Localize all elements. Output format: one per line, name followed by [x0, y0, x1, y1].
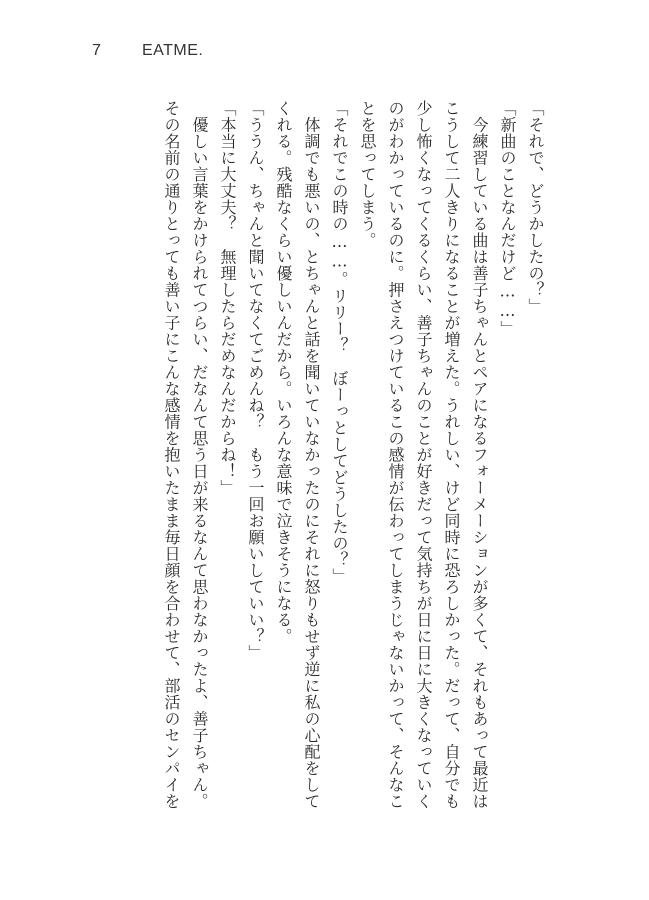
text-line: 「本当に大丈夫？ 無理したらだめなんだからね！」	[218, 100, 237, 496]
text-line: その名前の通りとっても善い子にこんな感情を抱いたまま毎日顔を合わせて、部活のセンパイを	[162, 100, 181, 810]
vertical-body-text	[157, 100, 549, 824]
text-line: こうして二人きりになることが増えた。うれしい、けど同時に恐ろしかった。だって、自分でも	[442, 100, 461, 810]
text-line: 今練習している曲は善子ちゃんとペアになるフォーメーションが多くて、それもあって最近は	[470, 100, 489, 810]
page-number: 7	[92, 42, 102, 59]
running-title: EATME.	[142, 42, 204, 59]
text-line: 体調でも悪いの、とちゃんと話を聞いていなかったのにそれに怒りもせず逆に私の心配をして	[302, 100, 321, 810]
text-line: のがわかっているのに。押さえつけているこの感情が伝わってしまうじゃないかって、そんなこ	[386, 100, 405, 810]
text-line: とを思ってしまう。	[358, 100, 377, 249]
text-line: くれる。残酷なくらい優しいんだから。いろんな意味で泣きそうになる。	[274, 100, 293, 645]
text-line: 「ううん、ちゃんと聞いてなくてごめんね？ もう一回お願いしていい？」	[246, 100, 265, 661]
text-line: 少し怖くなってくるくらい、善子ちゃんのことが好きだって気持ちが日に日に大きくなっていく	[414, 100, 433, 810]
text-line: 優しい言葉をかけられてつらい、だなんて思う日が来るなんて思わなかったよ、善子ちゃん。	[190, 100, 209, 810]
text-line: 「それでこの時の……。リリー？ ぼーっとしてどうしたの？」	[330, 100, 349, 585]
text-line: 「新曲のことなんだけど……」	[498, 100, 517, 337]
text-line: 「それで、どうかしたの？」	[526, 100, 545, 315]
